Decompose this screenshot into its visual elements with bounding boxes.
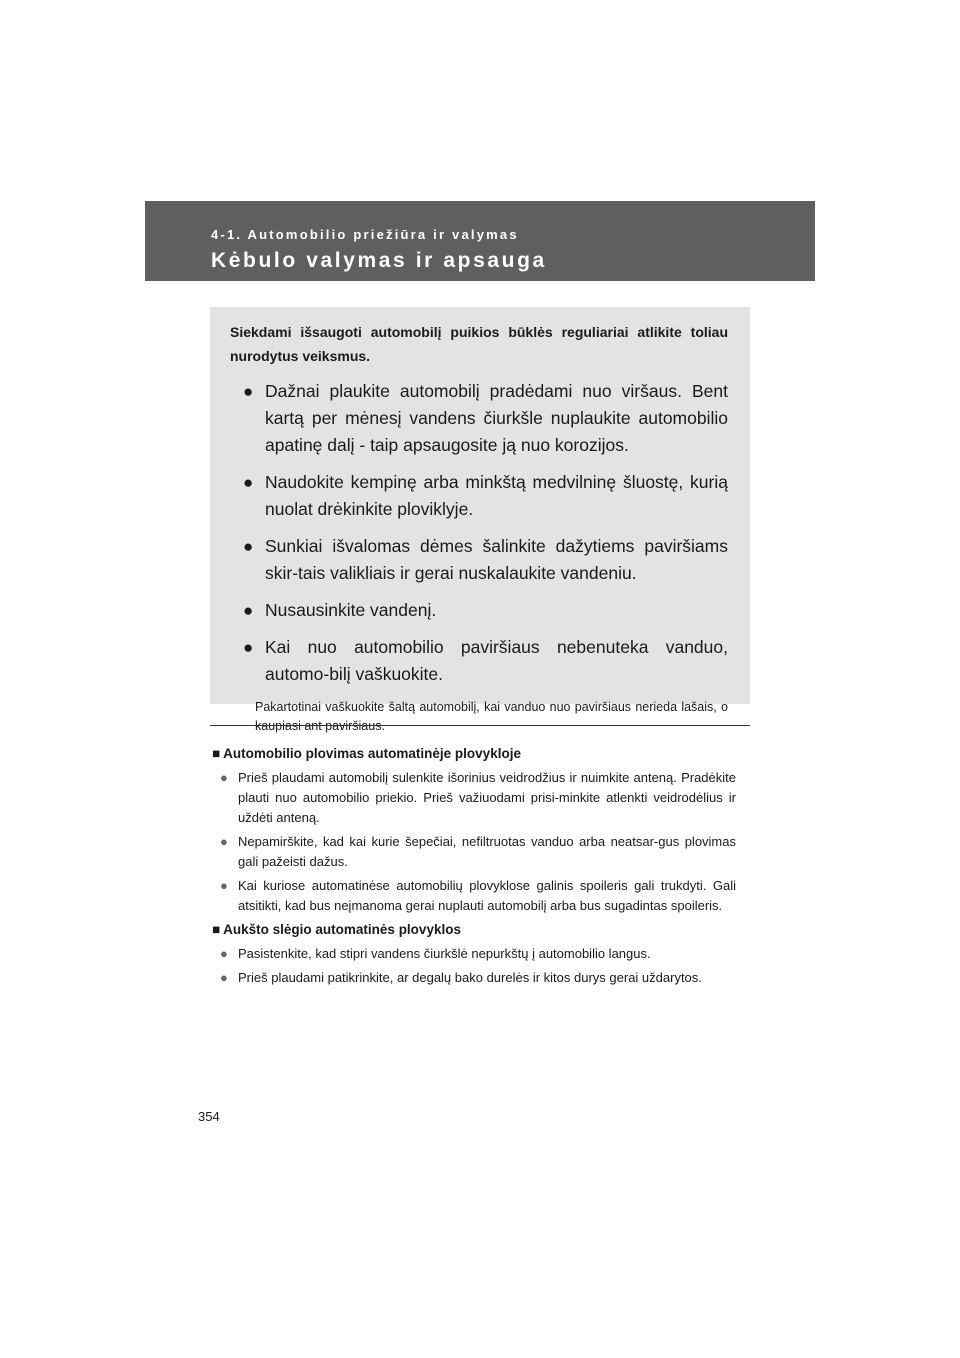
intro-note: Pakartotinai vaškuokite šaltą automobilį, kai vanduo nuo paviršiaus nerieda lašais, o kaupiasi ant paviršiaus. bbox=[255, 700, 728, 733]
intro-box bbox=[210, 307, 750, 733]
note-item bbox=[220, 876, 736, 916]
intro-bullet-text: Kai nuo automobilio paviršiaus nebenuteka vanduo, automo-bilį vaškuokite. bbox=[265, 637, 728, 684]
bullet-icon: ● bbox=[220, 834, 228, 849]
note-item-text: Pasistenkite, kad stipri vandens čiurkšlė nepurkštų į automobilio langus. bbox=[238, 946, 651, 961]
note-heading-text: Automobilio plovimas automatinėje plovykloje bbox=[223, 746, 521, 761]
bullet-icon: ● bbox=[243, 537, 254, 556]
note-item-text: Nepamirškite, kad kai kurie šepečiai, nefiltruotas vanduo arba neatsar-gus plovimas gali pažeisti dažus. bbox=[238, 834, 736, 869]
intro-bullet-text: Naudokite kempinę arba minkštą medvilninę šluostę, kurią nuolat drėkinkite ploviklyje. bbox=[265, 472, 728, 519]
intro-bullet bbox=[230, 597, 728, 624]
page-title: Kėbulo valymas ir apsauga bbox=[211, 249, 547, 272]
bullet-icon: ● bbox=[220, 946, 228, 961]
notes-section bbox=[212, 744, 736, 992]
bullet-icon: ● bbox=[243, 601, 254, 620]
bullet-icon: ● bbox=[243, 638, 254, 657]
section-header-bar bbox=[145, 201, 815, 281]
intro-bullet bbox=[230, 378, 728, 459]
note-item bbox=[220, 968, 736, 988]
intro-bullet bbox=[230, 533, 728, 587]
bullet-icon: ● bbox=[220, 770, 228, 785]
intro-bullet-text: Nusausinkite vandenį. bbox=[265, 600, 437, 620]
intro-bullet-text: Dažnai plaukite automobilį pradėdami nuo viršaus. Bent kartą per mėnesį vandens čiurkšle nuplaukite automobilio apatinę dalį - taip apsaugosite ją nuo korozijos. bbox=[265, 381, 728, 455]
note-item bbox=[220, 944, 736, 964]
section-label: 4-1. Automobilio priežiūra ir valymas bbox=[211, 227, 519, 242]
note-heading bbox=[212, 744, 736, 764]
intro-text: Siekdami išsaugoti automobilį puikios būklės reguliariai atlikite toliau nurodytus veiksmus. bbox=[230, 324, 728, 364]
intro-bullet bbox=[230, 469, 728, 523]
note-item bbox=[220, 832, 736, 872]
note-item-text: Kai kuriose automatinėse automobilių plovyklose galinis spoileris gali trukdyti. Gali atsitikti, kad bus neįmanoma gerai nuplauti automobilį arba bus sugadintas spoileris. bbox=[238, 878, 736, 913]
bullet-icon: ● bbox=[220, 878, 228, 893]
note-item-text: Prieš plaudami patikrinkite, ar degalų bako durelės ir kitos durys gerai uždarytos. bbox=[238, 970, 702, 985]
bullet-icon: ● bbox=[220, 970, 228, 985]
intro-bullet-list bbox=[230, 378, 728, 688]
square-bullet-icon: ■ bbox=[212, 746, 221, 761]
note-item-text: Prieš plaudami automobilį sulenkite išorinius veidrodžius ir nuimkite anteną. Pradėkite plauti nuo automobilio priekio. Prieš važiuodami prisi-minkite atlenkti veidrodėlius ir uždėti anteną. bbox=[238, 770, 736, 825]
divider bbox=[210, 725, 750, 726]
note-item bbox=[220, 768, 736, 828]
note-heading-text: Aukšto slėgio automatinės plovyklos bbox=[223, 922, 461, 937]
bullet-icon: ● bbox=[243, 382, 254, 401]
bullet-icon: ● bbox=[243, 473, 254, 492]
page-number: 354 bbox=[198, 1109, 220, 1124]
note-heading bbox=[212, 920, 736, 940]
square-bullet-icon: ■ bbox=[212, 922, 221, 937]
intro-bullet-text: Sunkiai išvalomas dėmes šalinkite dažytiems paviršiams skir-tais valikliais ir gerai nuskalaukite vandeniu. bbox=[265, 536, 728, 583]
intro-bullet bbox=[230, 634, 728, 688]
